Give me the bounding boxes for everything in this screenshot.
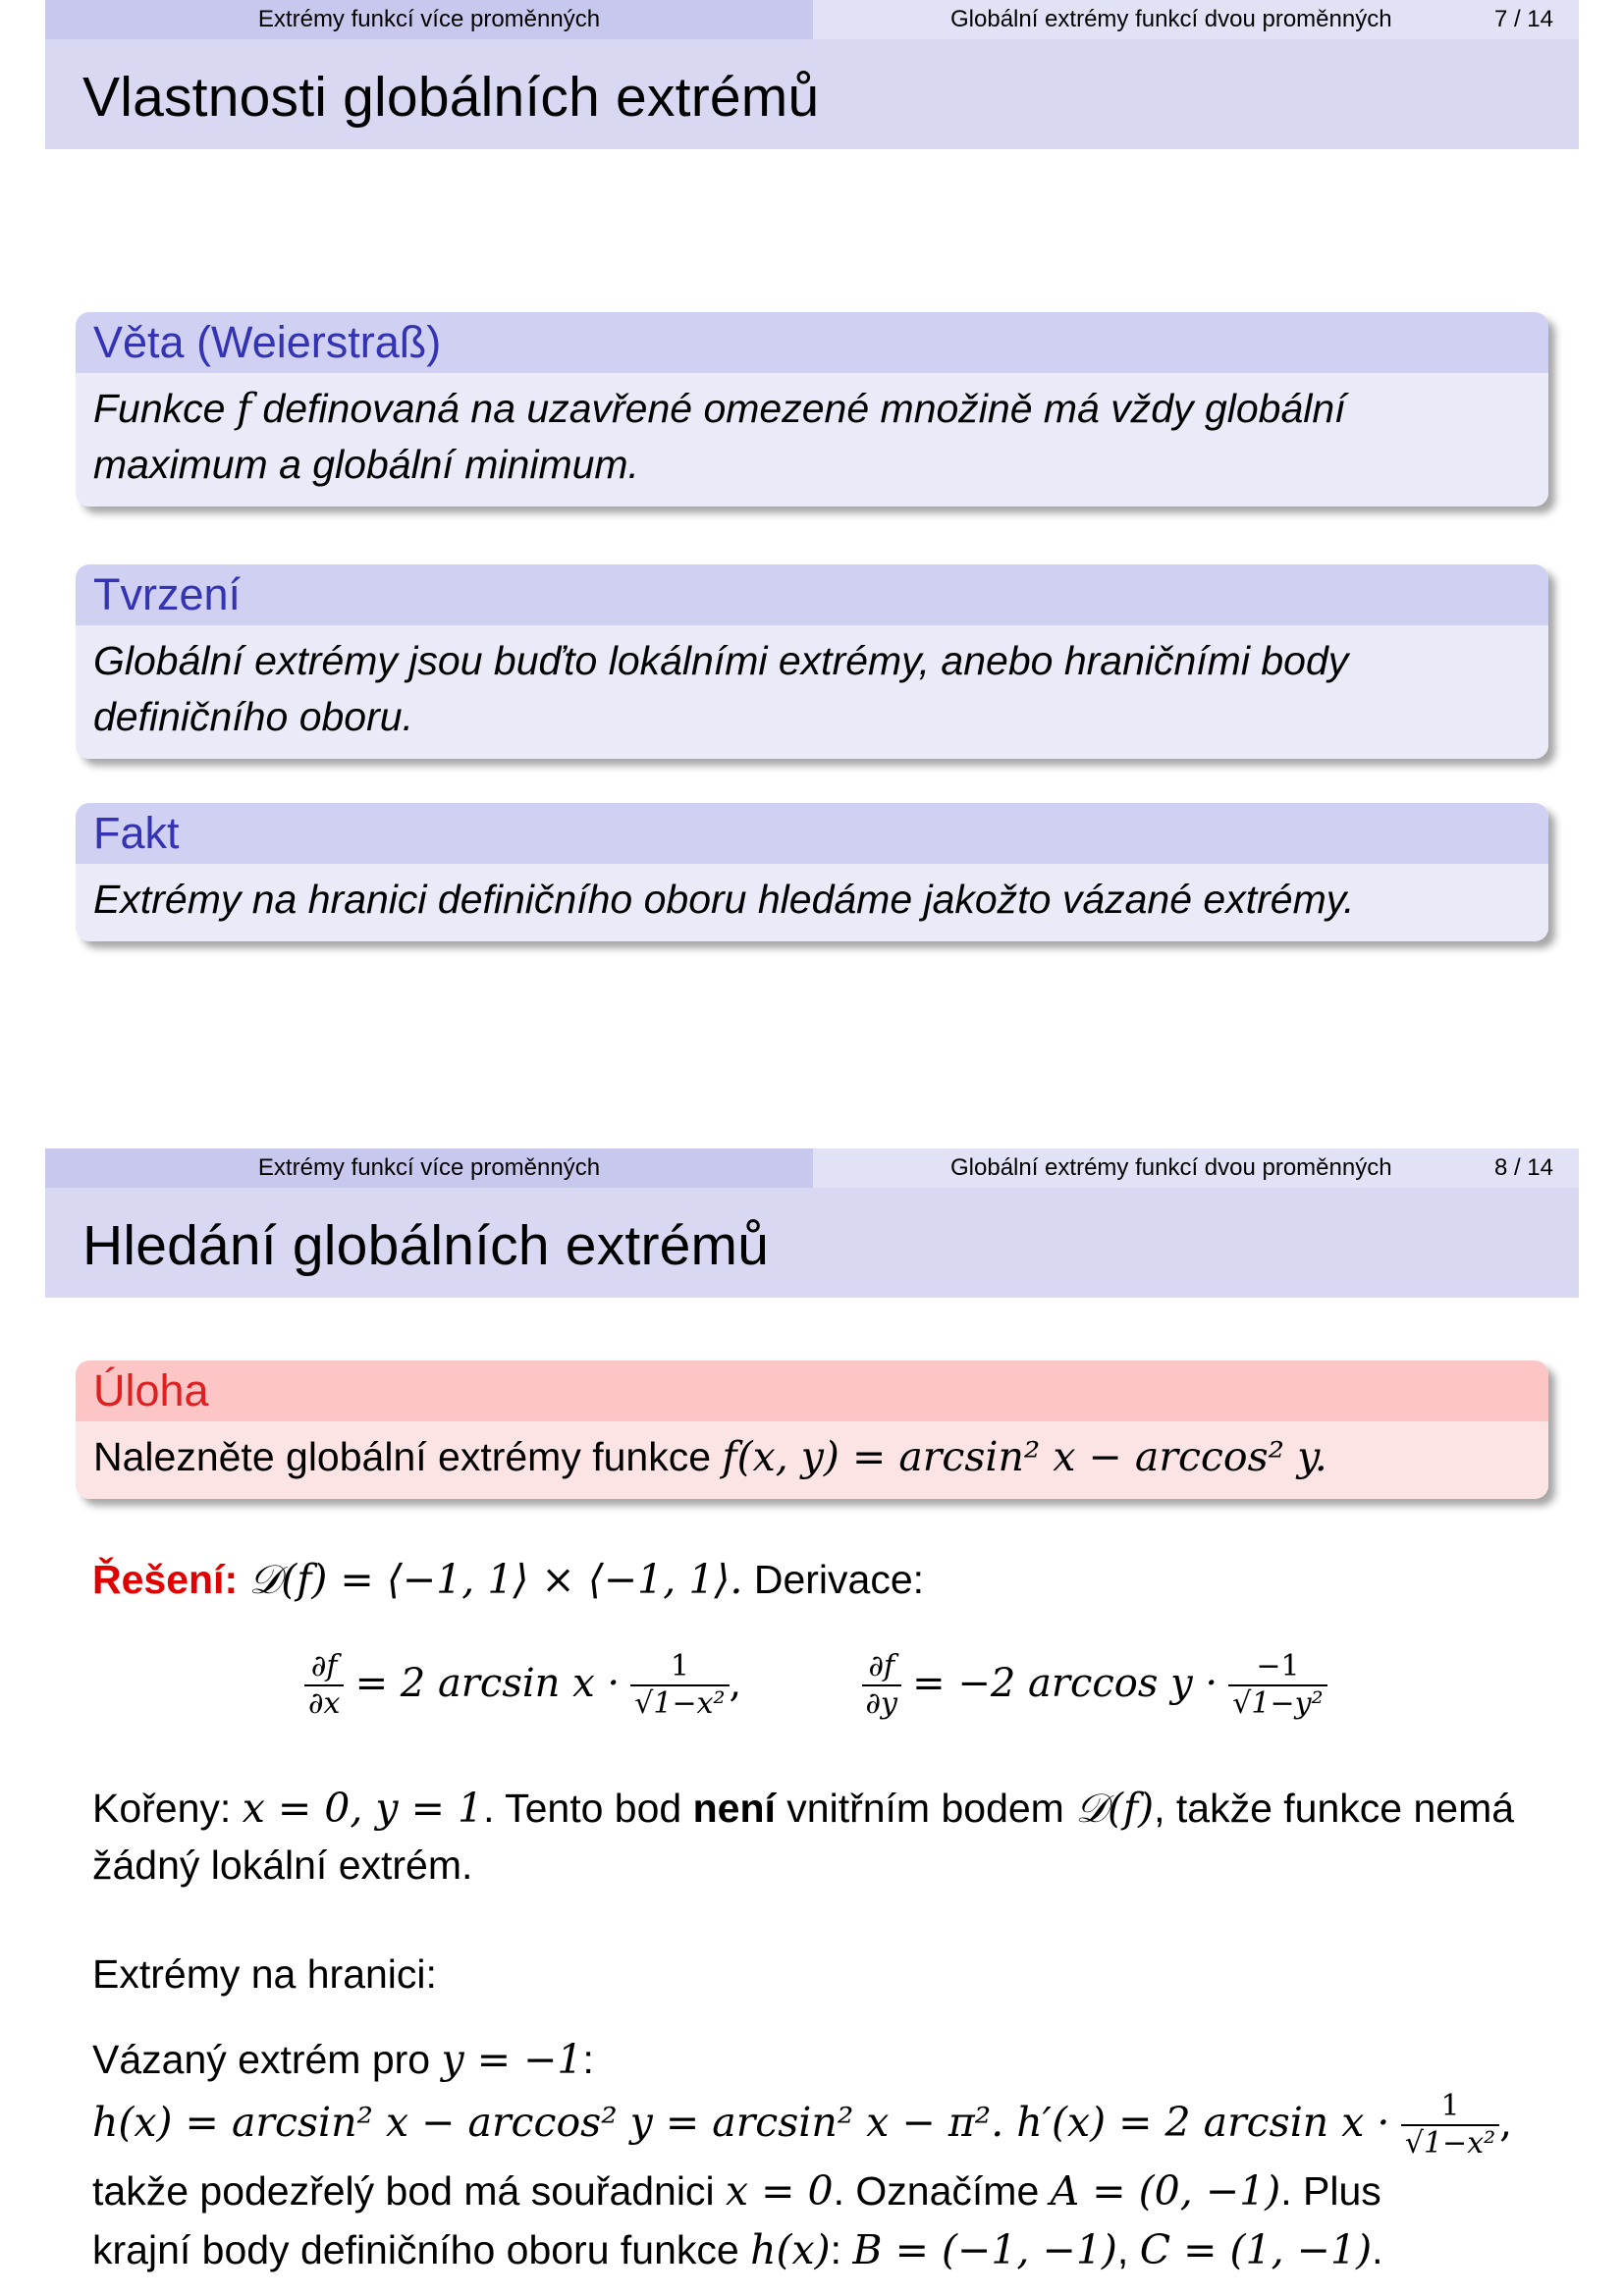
theorem-text-pre: Funkce (93, 386, 237, 431)
page-number: 8 / 14 (1493, 1154, 1553, 1181)
partial-x: $\frac{\partial f}{\partial x}$ = 2 arcsin x · $\frac{1}{\text{√1−x²}}$ , (304, 1662, 752, 1705)
roots-domain: 𝒟(f) (1075, 1785, 1155, 1832)
constrained-extremum (92, 2030, 1565, 2279)
constrained-line-4 (92, 2220, 1565, 2279)
partial-y-frac-den: 1−y² (1251, 1686, 1324, 1722)
partial-y-num: ∂f (868, 1649, 895, 1684)
roots-bold-word: není (692, 1786, 776, 1831)
fact-title: Fakt (76, 803, 1548, 864)
partial-y-den: ∂y (862, 1684, 901, 1722)
proposition-body: Globální extrémy jsou buďto lokálními extrémy, anebo hraničními body definičního oboru. (76, 625, 1548, 759)
header-course-title: Extrémy funkcí více proměnných (45, 0, 813, 39)
theorem-var-f: f (236, 385, 252, 432)
roots-text-mid: . Tento bod (483, 1786, 693, 1831)
theorem-body (76, 373, 1548, 507)
c3-eq: x = 0 (725, 2167, 834, 2215)
point-b: B = (−1, −1) (852, 2226, 1117, 2273)
task-block (76, 1361, 1548, 1499)
point-c: C = (1, −1) (1139, 2226, 1373, 2273)
fact-block (76, 803, 1548, 941)
header-bar (45, 0, 1579, 39)
partial-x-num: ∂f (310, 1649, 338, 1684)
task-text: Nalezněte globální extrémy funkce (93, 1434, 723, 1479)
c4-mid: : (830, 2227, 853, 2272)
header-section-title: Globální extrémy funkcí dvou proměnných (950, 6, 1392, 32)
boundary-heading: Extrémy na hranici: (92, 1951, 437, 1997)
partial-x-den: ∂x (304, 1684, 344, 1722)
c3-mid: . Označíme (833, 2168, 1051, 2214)
point-a: A = (0, −1) (1050, 2167, 1281, 2215)
roots-label: Kořeny: (92, 1786, 243, 1831)
c2-eq: h(x) = arcsin² x − arccos² y = arcsin² x − π². h′(x) = 2 arcsin x · (92, 2098, 1390, 2146)
theorem-title: Věta (Weierstraß) (76, 312, 1548, 373)
domain-formula: 𝒟(f) = ⟨−1, 1⟩ × ⟨−1, 1⟩. (248, 1556, 743, 1603)
roots-formula: x = 0, y = 1 (242, 1785, 484, 1832)
constrained-line-2: h(x) = arcsin² x − arccos² y = arcsin² x − π². h′(x) = 2 arcsin x · $\frac{1}{\text{√1−x²}}$ , (92, 2089, 1513, 2161)
roots-text-post1: vnitřním bodem (775, 1786, 1076, 1831)
c3-pre: takže podezřelý bod má souřadnici (92, 2168, 726, 2214)
derivative-label: Derivace: (753, 1557, 925, 1602)
slide-8 (0, 1148, 1624, 2296)
title-bar (45, 39, 1579, 149)
c2-frac-den: 1−x² (1423, 2126, 1496, 2161)
partial-x-comma: , (729, 1661, 742, 1706)
c4-h: h(x) (750, 2226, 831, 2273)
title-bar (45, 1188, 1579, 1298)
c1-end: : (582, 2037, 594, 2082)
c1-text: Vázaný extrém pro (92, 2037, 442, 2082)
solution-label: Řešení: (92, 1557, 239, 1602)
c3-post: . Plus (1280, 2168, 1381, 2214)
derivatives-display (304, 1644, 1327, 1723)
c2-end: , (1499, 2098, 1513, 2146)
c4-pre: krajní body definičního oboru funkce (92, 2227, 751, 2272)
page-number: 7 / 14 (1493, 6, 1553, 32)
partial-y: $\frac{\partial f}{\partial y}$ = −2 arccos y · $\frac{-1}{\text{√1−y²}}$ (862, 1662, 1327, 1705)
constrained-line-3 (92, 2162, 1565, 2220)
header-right (813, 0, 1579, 39)
roots-text-post2: , takže funkce nemá žádný lokální extrém. (92, 1786, 1515, 1888)
slide-title: Hledání globálních extrémů (82, 1214, 770, 1277)
c1-eq: y = −1 (441, 2036, 583, 2083)
proposition-block (76, 564, 1548, 759)
theorem-text-post: definovaná na uzavřené omezené množině má vždy globální maximum a globální minimum. (93, 386, 1346, 487)
header-right (813, 1148, 1579, 1188)
roots-paragraph (92, 1780, 1545, 1894)
partial-y-rhs: = −2 arccos y · (912, 1661, 1218, 1706)
task-body (76, 1421, 1548, 1499)
slide-title: Vlastnosti globálních extrémů (82, 66, 820, 129)
partial-x-frac-num: 1 (670, 1649, 689, 1684)
header-bar (45, 1148, 1579, 1188)
partial-x-frac-den: 1−x² (653, 1686, 726, 1722)
task-title: Úloha (76, 1361, 1548, 1421)
task-formula: f(x, y) = arcsin² x − arccos² y. (722, 1433, 1327, 1480)
header-section-title: Globální extrémy funkcí dvou proměnných (950, 1154, 1392, 1181)
c4-end: . (1372, 2227, 1383, 2272)
constrained-line-1 (92, 2030, 1565, 2089)
theorem-block (76, 312, 1548, 507)
solution-line (92, 1551, 924, 1608)
proposition-title: Tvrzení (76, 564, 1548, 625)
c4-sep: , (1116, 2227, 1140, 2272)
header-course-title: Extrémy funkcí více proměnných (45, 1148, 813, 1188)
partial-x-rhs: = 2 arcsin x · (354, 1661, 621, 1706)
c2-frac-num: 1 (1440, 2089, 1460, 2123)
partial-y-frac-num: −1 (1256, 1649, 1300, 1684)
fact-body: Extrémy na hranici definičního oboru hledáme jakožto vázané extrémy. (76, 864, 1548, 941)
